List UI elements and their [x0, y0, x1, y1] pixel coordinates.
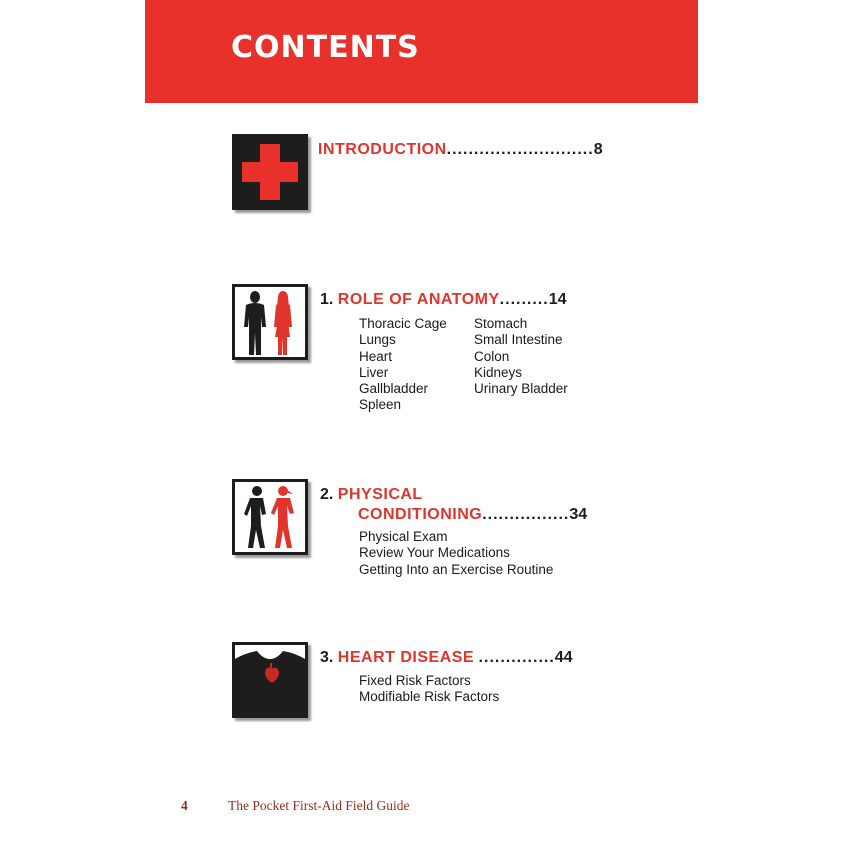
man-woman-silhouette-icon	[232, 284, 308, 360]
physical-subtopics	[359, 529, 553, 578]
page-number: 14	[548, 291, 567, 308]
subtopic: Review Your Medications	[359, 545, 510, 561]
toc-entry-physical-conditioning[interactable]	[320, 485, 587, 525]
subtopic: Getting Into an Exercise Routine	[359, 561, 554, 577]
toc-entry-introduction[interactable]	[318, 140, 603, 160]
leader-dots: ..............	[478, 649, 555, 666]
section-title: ROLE OF ANATOMY	[337, 291, 500, 308]
header-banner	[145, 0, 698, 103]
section-number: 1.	[320, 291, 334, 308]
leader-dots: ................	[482, 506, 570, 523]
red-cross-icon	[232, 134, 308, 210]
anatomy-subtopics-col2	[474, 316, 568, 397]
leader-dots: ...........................	[446, 141, 594, 158]
subtopic: Urinary Bladder	[474, 381, 568, 397]
subtopic: Heart	[359, 348, 393, 364]
toc-entry-heart-disease[interactable]	[320, 648, 573, 668]
section-title: HEART DISEASE	[337, 649, 475, 666]
section-title: INTRODUCTION	[318, 141, 447, 158]
toc-entry-role-of-anatomy[interactable]	[320, 290, 566, 310]
subtopic: Small Intestine	[474, 332, 563, 348]
heart-subtopics	[359, 673, 499, 706]
page-number: 44	[554, 649, 573, 666]
subtopic: Kidneys	[474, 364, 523, 380]
page-number: 8	[593, 141, 603, 158]
subtopic: Lungs	[359, 332, 396, 348]
section-number: 2.	[320, 486, 334, 503]
runners-icon	[232, 479, 308, 555]
torso-heart-icon	[232, 642, 308, 718]
leader-dots: .........	[499, 291, 549, 308]
footer-page-number: 4	[181, 798, 188, 813]
subtopic: Modifiable Risk Factors	[359, 689, 500, 705]
section-title-line2: CONDITIONING	[358, 506, 483, 523]
subtopic: Colon	[474, 348, 510, 364]
subtopic: Spleen	[359, 397, 402, 413]
page-title: CONTENTS	[231, 30, 420, 65]
anatomy-subtopics-col1	[359, 316, 447, 414]
section-number: 3.	[320, 649, 334, 666]
footer-book-title: The Pocket First-Aid Field Guide	[228, 798, 410, 813]
section-title-line1: PHYSICAL	[337, 486, 423, 503]
subtopic: Liver	[359, 364, 389, 380]
subtopic: Thoracic Cage	[359, 316, 447, 331]
subtopic: Fixed Risk Factors	[359, 673, 471, 688]
subtopic: Physical Exam	[359, 529, 448, 544]
subtopic: Stomach	[474, 316, 528, 331]
subtopic: Gallbladder	[359, 381, 429, 397]
page-number: 34	[569, 506, 588, 523]
